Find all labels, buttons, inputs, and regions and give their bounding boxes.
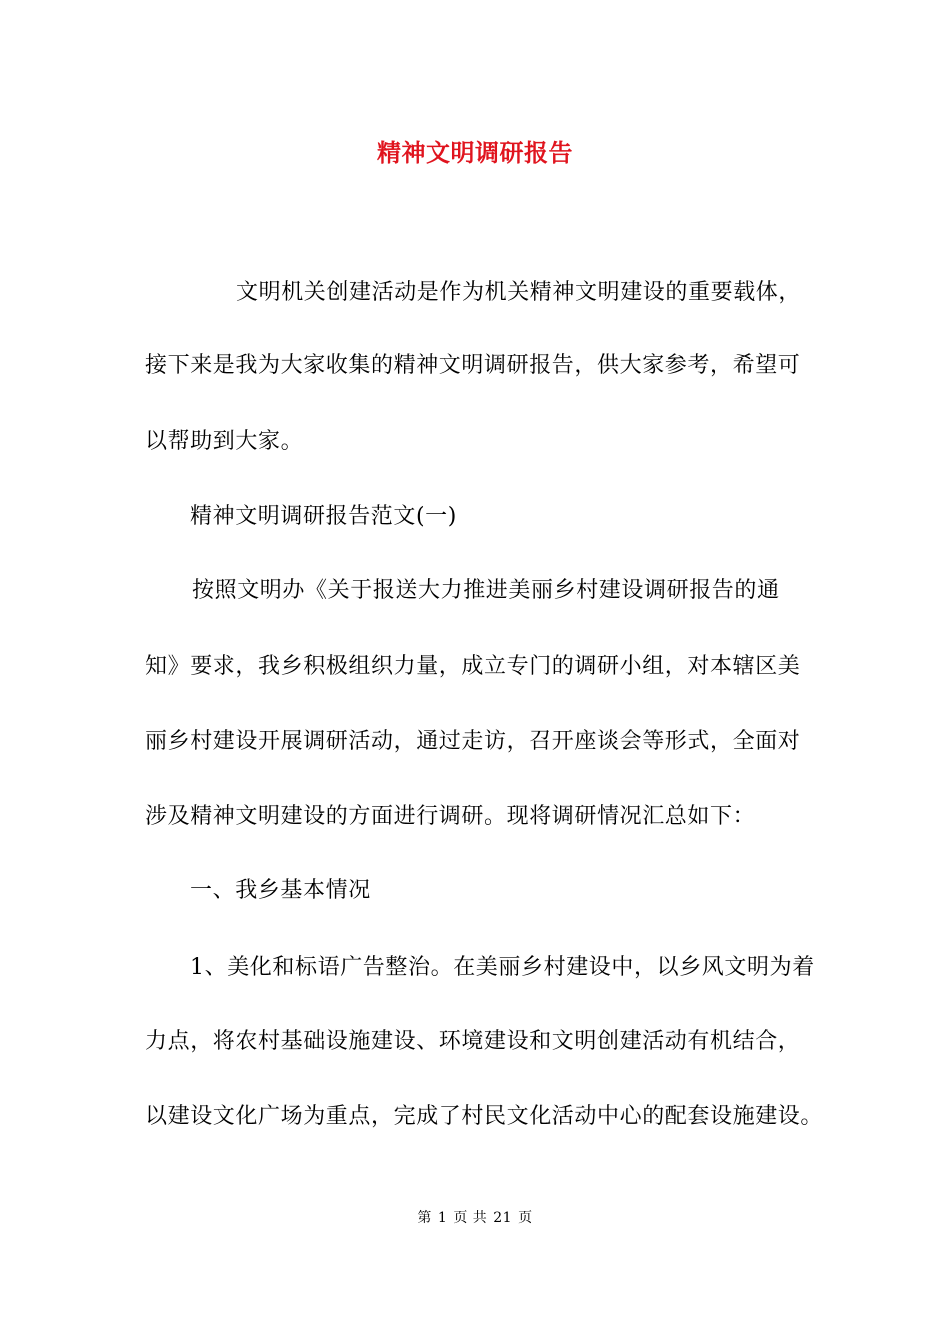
footer-prefix: 第 <box>417 1210 432 1226</box>
paragraph-line: 按照文明办《关于报送大力推进美丽乡村建设调研报告的通 <box>192 578 780 603</box>
footer-suffix: 页 <box>518 1210 533 1226</box>
section-heading: 精神文明调研报告范文(一) <box>190 504 457 529</box>
page-number: 1 <box>437 1210 448 1226</box>
paragraph-line: 文明机关创建活动是作为机关精神文明建设的重要载体， <box>236 280 802 305</box>
paragraph-line: 力点，将农村基础设施建设、环境建设和文明创建活动有机结合， <box>145 1029 801 1054</box>
page-footer <box>0 1208 950 1228</box>
paragraph-line: 知》要求，我乡积极组织力量，成立专门的调研小组，对本辖区美 <box>145 654 801 679</box>
page-total: 21 <box>493 1210 513 1226</box>
section-heading: 一、我乡基本情况 <box>190 878 371 903</box>
paragraph-line: 丽乡村建设开展调研活动，通过走访，召开座谈会等形式，全面对 <box>145 729 801 754</box>
footer-middle: 页 共 <box>453 1210 488 1226</box>
paragraph-line: 1、美化和标语广告整治。在美丽乡村建设中，以乡风文明为着 <box>190 955 815 980</box>
paragraph-line: 以建设文化广场为重点，完成了村民文化活动中心的配套设施建设。 <box>145 1104 824 1129</box>
paragraph-line: 以帮助到大家。 <box>145 429 304 454</box>
paragraph-line: 接下来是我为大家收集的精神文明调研报告，供大家参考，希望可 <box>145 353 801 378</box>
paragraph-line: 涉及精神文明建设的方面进行调研。现将调研情况汇总如下： <box>145 804 756 829</box>
document-title: 精神文明调研报告 <box>377 138 573 167</box>
